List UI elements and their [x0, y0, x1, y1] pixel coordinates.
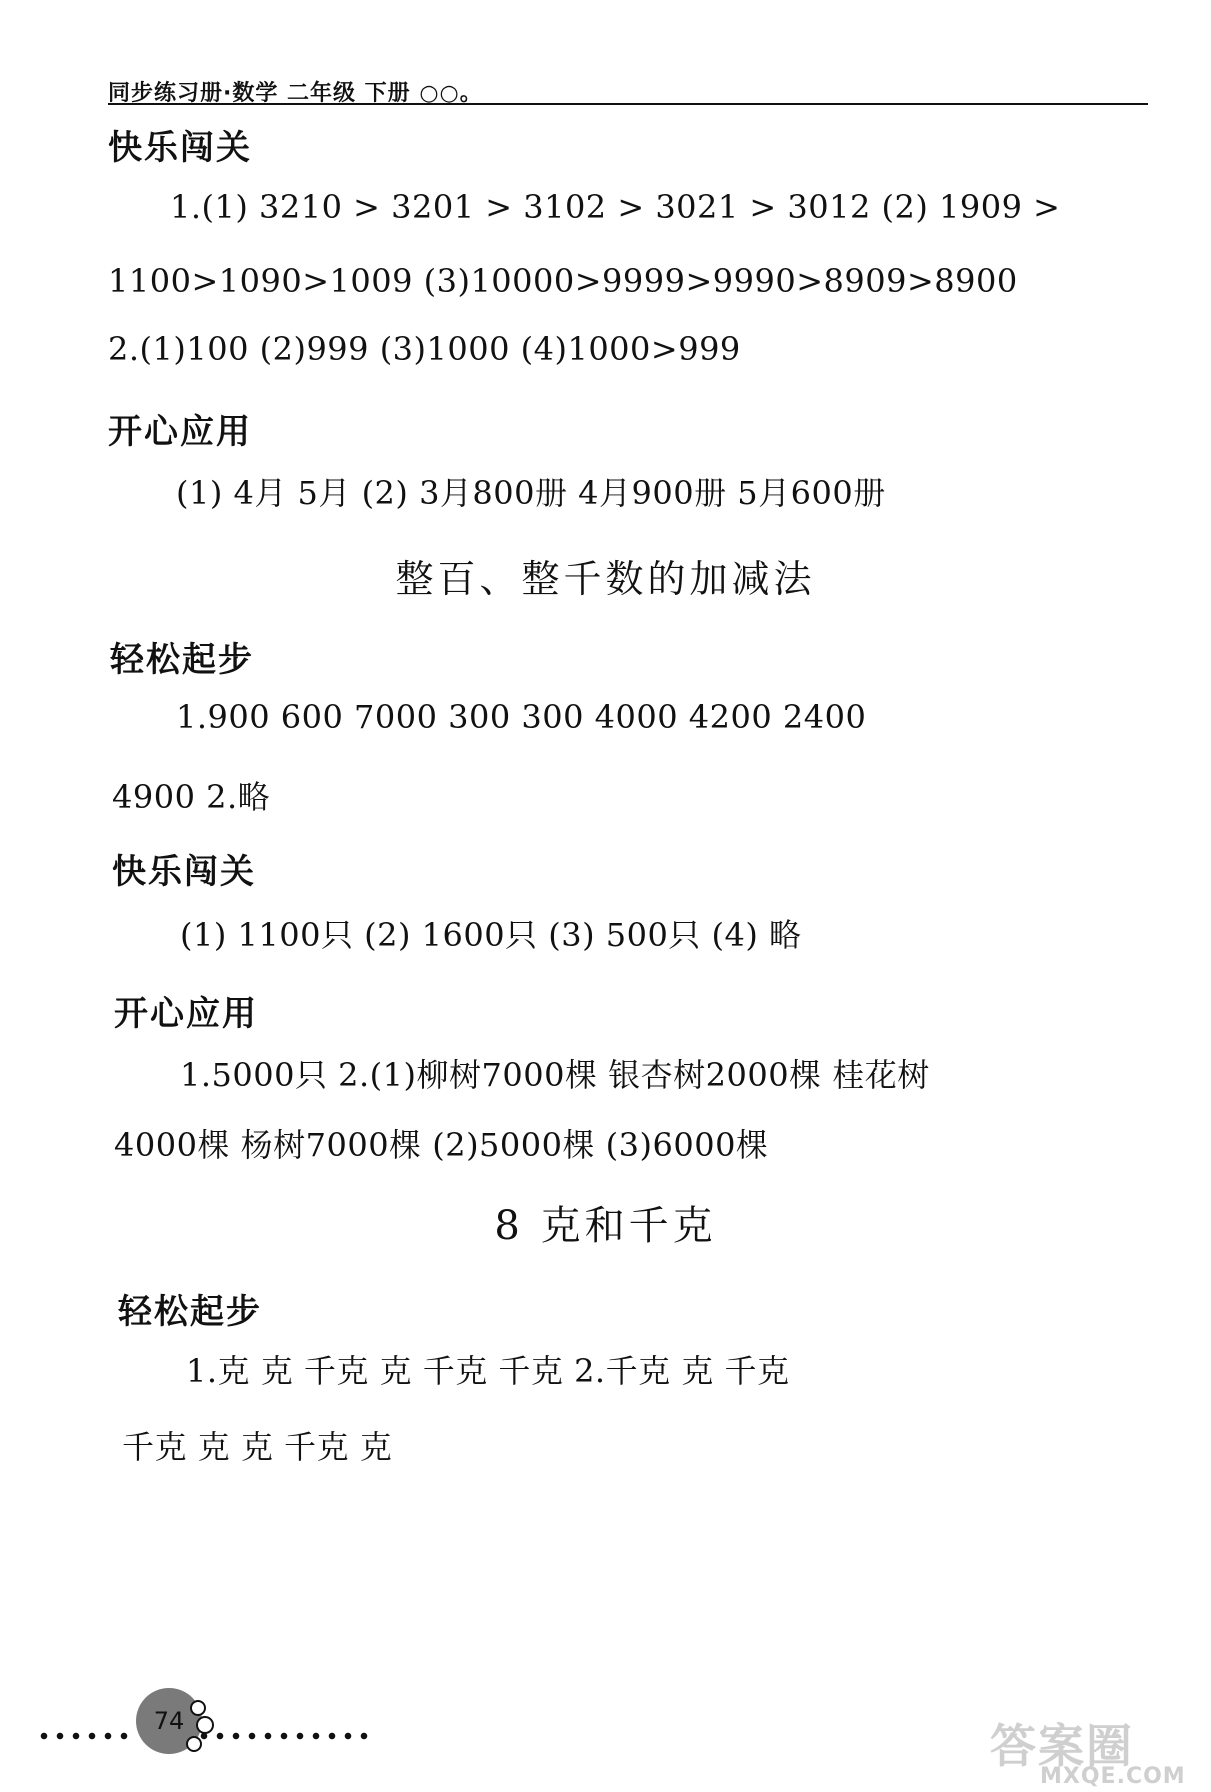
chapter-title: 整百、整千数的加减法 [395, 557, 816, 601]
answer-line: (1) 4月 5月 (2) 3月800册 4月900册 5月600册 [176, 474, 886, 512]
page-number: 74 [153, 1707, 185, 1735]
answer-line: 4000棵 杨树7000棵 (2)5000棵 (3)6000棵 [114, 1126, 769, 1164]
section-heading-qingsong-1: 轻松起步 [110, 640, 254, 680]
answer-line: 1100>1090>1009 (3)10000>9999>9990>8909>8900 [108, 262, 1018, 300]
header-rule [108, 103, 1148, 105]
section-heading-kuaile-2: 快乐闯关 [112, 852, 256, 892]
answer-line: (1) 1100只 (2) 1600只 (3) 500只 (4) 略 [180, 916, 802, 954]
answer-line: 1.5000只 2.(1)柳树7000棵 银杏树2000棵 桂花树 [180, 1056, 930, 1094]
answer-line: 4900 2.略 [112, 778, 271, 816]
answer-line: 2.(1)100 (2)999 (3)1000 (4)1000>999 [108, 330, 741, 368]
answer-line: 1.克 克 千克 克 千克 千克 2.千克 克 千克 [186, 1352, 790, 1390]
section-heading-kaixin-1: 开心应用 [108, 412, 252, 452]
watermark-logo: 答案圈 [990, 1719, 1134, 1773]
footer-dots-right [196, 1732, 376, 1740]
answer-line: 1.900 600 7000 300 300 4000 4200 2400 [176, 698, 867, 736]
section-heading-kaixin-2: 开心应用 [114, 994, 258, 1034]
watermark-url: MXQE.COM [1040, 1764, 1186, 1789]
section-heading-kuaile-1: 快乐闯关 [108, 128, 252, 168]
badge-bubble [190, 1700, 206, 1716]
footer-dots-left [36, 1732, 136, 1740]
badge-bubble [196, 1716, 214, 1734]
answer-line: 千克 克 克 千克 克 [122, 1428, 393, 1466]
badge-bubble [186, 1736, 202, 1752]
chapter-title: 8 克和千克 [494, 1203, 717, 1249]
answer-line: 1.(1) 3210 > 3201 > 3102 > 3021 > 3012 (2) 1909 > [170, 188, 1061, 226]
page-header: 同步练习册·数学 二年级 下册 ○○。 [108, 81, 483, 106]
section-heading-qingsong-2: 轻松起步 [118, 1292, 262, 1332]
